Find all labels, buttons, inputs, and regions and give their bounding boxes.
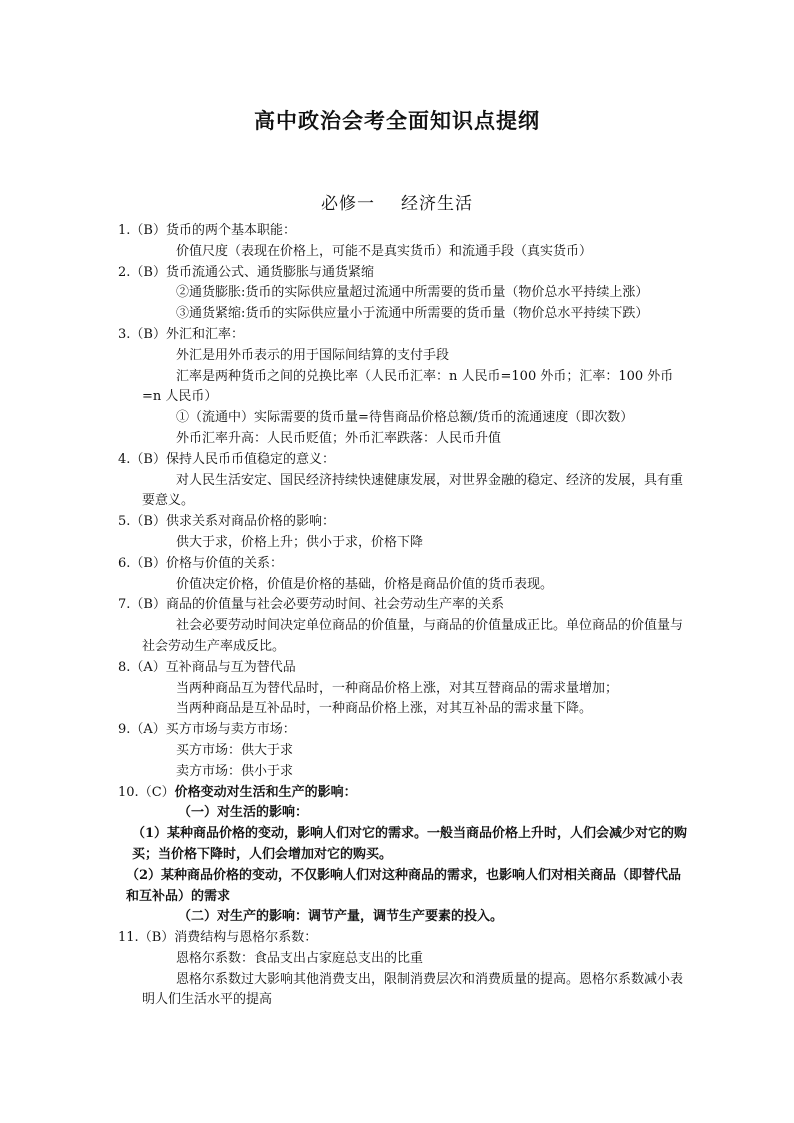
item-text: 供大于求，价格上升；供小于求，价格下降 <box>176 534 424 550</box>
list-item: 8.（A）互补商品与互为替代品 <box>118 659 296 675</box>
list-item: 10.（C）价格变动对生活和生产的影响： <box>118 784 357 800</box>
outline-content <box>118 221 688 1011</box>
item-text: ②通货膨胀:货币的实际供应量超过流通中所需要的货币量（物价总水平持续上涨） <box>176 285 649 301</box>
list-item: 7.（B）商品的价值量与社会必要劳动时间、社会劳动生产率的关系 <box>118 597 504 613</box>
item-text: 恩格尔系数：食品支出占家庭总支出的比重 <box>176 950 424 966</box>
list-item: 3.（B）外汇和汇率： <box>118 326 244 342</box>
item-text: （2）某种商品价格的变动，不仅影响人们对这种商品的需求，也影响人们对相关商品（即替代品和互补品）的需求 <box>126 867 682 904</box>
item-text: 价值决定价格，价值是价格的基础，价格是商品价值的货币表现。 <box>176 576 554 592</box>
item-text: ③通货紧缩:货币的实际供应量小于流通中所需要的货币量（物价总水平持续下跌） <box>176 306 649 322</box>
page-title: 高中政治会考全面知识点提纲 <box>254 108 540 133</box>
list-item: 9.（A）买方市场与卖方市场： <box>118 722 296 738</box>
list-item: 2.（B）货币流通公式、通货膨胀与通货紧缩 <box>118 264 374 280</box>
item-text: 买方市场：供大于求 <box>176 742 294 758</box>
item-text: 社会必要劳动时间决定单位商品的价值量，与商品的价值量成正比。单位商品的价值量与社会劳动生产率成反比。 <box>142 618 684 654</box>
module-label: 必修一 <box>321 194 375 214</box>
item-text: 当两种商品是互补品时，一种商品价格上涨，对其互补品的需求量下降。 <box>176 701 593 717</box>
item-subheading: （一）对生活的影响： <box>178 805 309 821</box>
item-subheading: （二）对生产的影响：调节产量，调节生产要素的投入。 <box>178 909 504 925</box>
list-item: 4.（B）保持人民币币值稳定的意义： <box>118 451 335 467</box>
item-text: 价值尺度（表现在价格上，可能不是真实货币）和流通手段（真实货币） <box>176 243 593 259</box>
list-item: 5.（B）供求关系对商品价格的影响： <box>118 514 335 530</box>
item-text: （1）某种商品价格的变动，影响人们对它的需求。一般当商品价格上升时，人们会减少对它的购买；当价格下降时，人们会增加对它的购买。 <box>132 826 688 862</box>
item-text: 恩格尔系数过大影响其他消费支出，限制消费层次和消费质量的提高。恩格尔系数减小表明人们生活水平的提高 <box>142 971 684 1008</box>
item-text: 外币汇率升高：人民币贬值；外币汇率跌落：人民币升值 <box>176 430 502 446</box>
module-name: 经济生活 <box>401 194 473 214</box>
list-item: 1.（B）货币的两个基本职能： <box>118 223 296 238</box>
item-text: 外汇是用外币表示的用于国际间结算的支付手段 <box>176 347 450 363</box>
list-item: 6.（B）价格与价值的关系： <box>118 555 283 571</box>
item-text: 当两种商品互为替代品时，一种商品价格上涨，对其互替商品的需求量增加； <box>176 680 619 696</box>
section-subtitle <box>0 189 794 214</box>
item-text: 卖方市场：供小于求 <box>176 763 294 779</box>
list-item: 11.（B）消费结构与恩格尔系数： <box>118 930 318 946</box>
item-text: 汇率是两种货币之间的兑换比率（人民币汇率：n 人民币=100 外币；汇率：100 外币=n 人民币） <box>142 368 674 405</box>
item-text: 对人民生活安定、国民经济持续快速健康发展，对世界金融的稳定、经济的发展，具有重要意义。 <box>142 472 684 509</box>
item-text: ①（流通中）实际需要的货币量=待售商品价格总额/货币的流通速度（即次数） <box>176 410 634 426</box>
